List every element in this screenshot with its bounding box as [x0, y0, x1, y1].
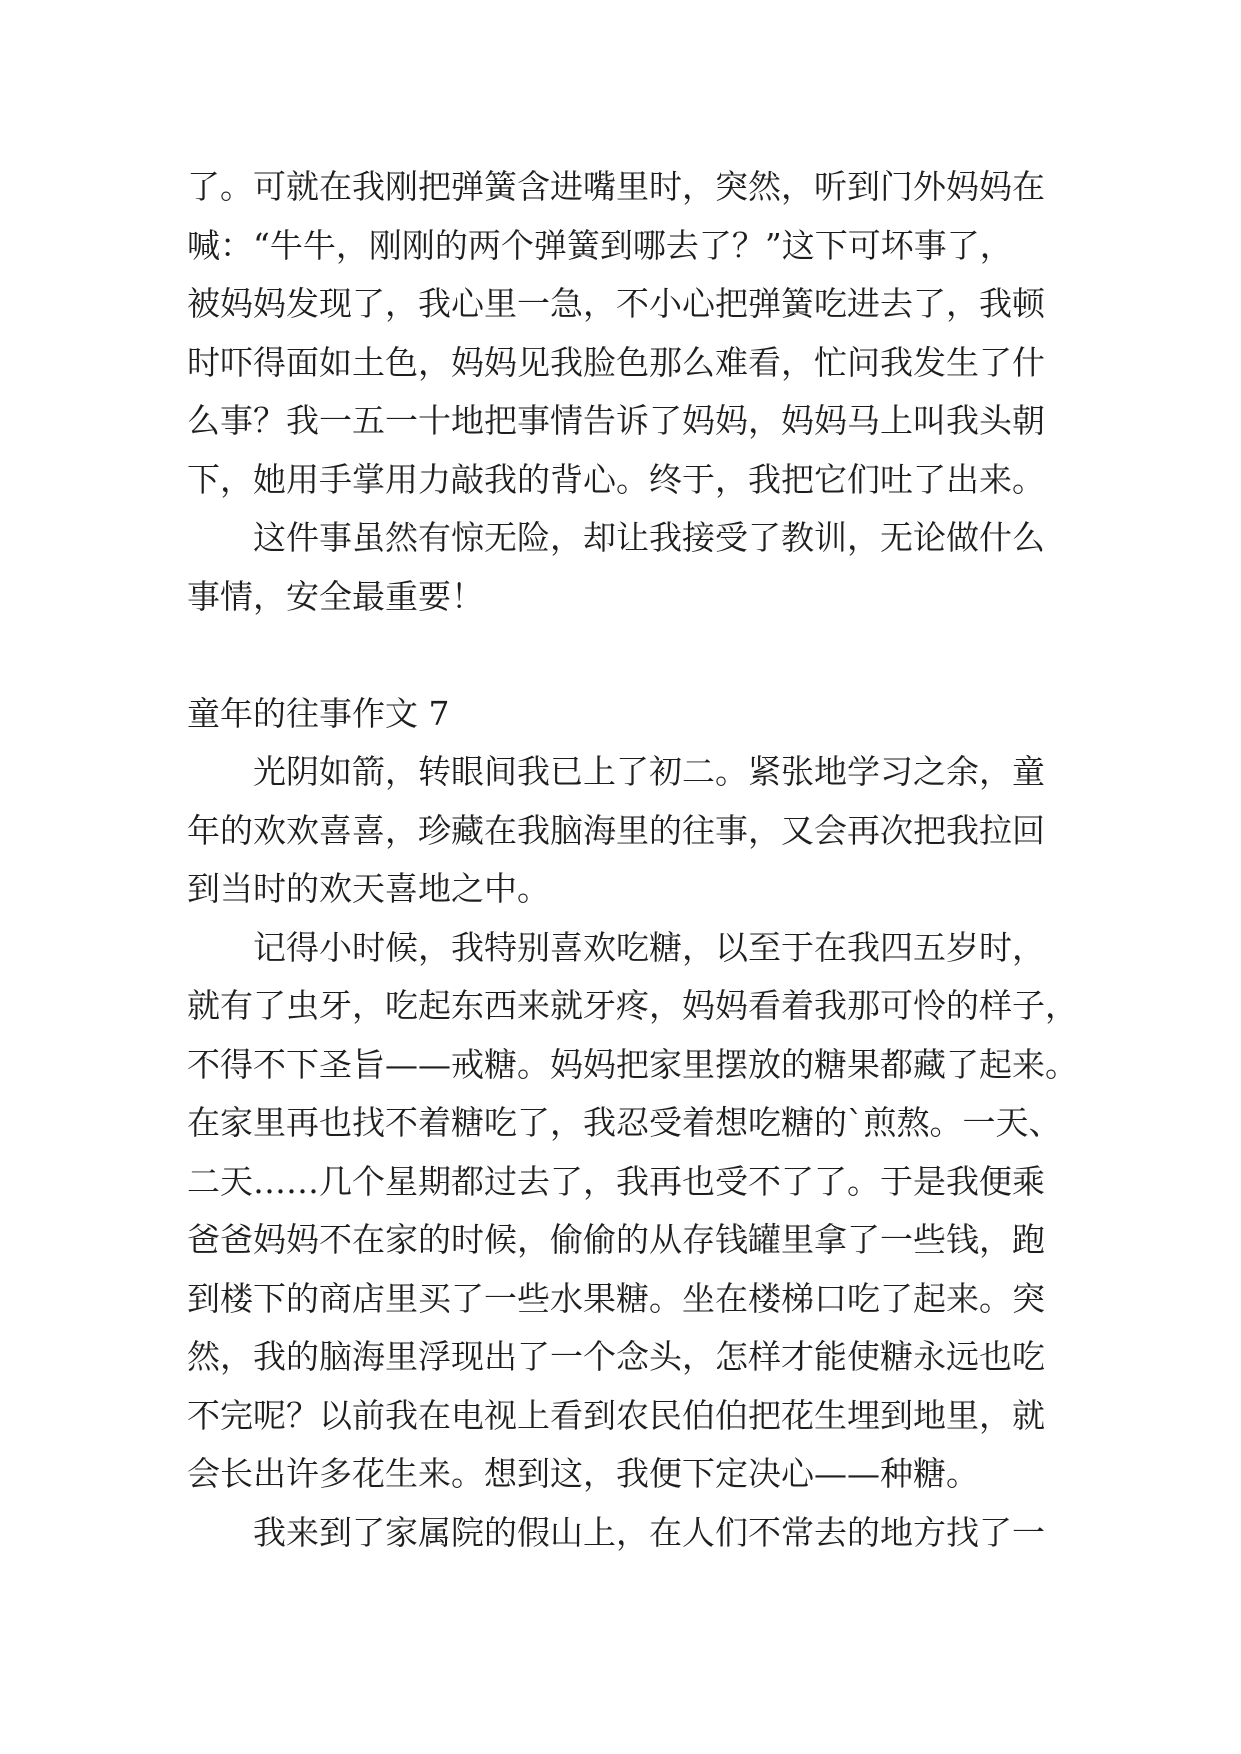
text-line: 二天……几个星期都过去了，我再也受不了了。于是我便乘	[187, 1161, 1045, 1201]
text-line: 喊：“牛牛，刚刚的两个弹簧到哪去了？”这下可坏事了，	[187, 225, 1013, 265]
text-line: 就有了虫牙，吃起东西来就牙疼，妈妈看着我那可怜的样子，	[187, 986, 1078, 1025]
text-line: 下，她用手掌用力敲我的背心。终于，我把它们吐了出来。	[187, 459, 1045, 499]
paragraph-continuation	[187, 158, 1067, 509]
text-line: 年的欢欢喜喜，珍藏在我脑海里的往事，又会再次把我拉回	[187, 810, 1045, 850]
text-line: 被妈妈发现了，我心里一急，不小心把弹簧吃进去了，我顿	[187, 284, 1045, 323]
document-body	[187, 158, 1078, 1562]
paragraph-conclusion	[187, 509, 1067, 626]
text-line: 时吓得面如土色，妈妈见我脸色那么难看，忙问我发生了什	[187, 342, 1045, 382]
text-line: 我来到了家属院的假山上，在人们不常去的地方找了一	[253, 1512, 1045, 1552]
text-line: 事情，安全最重要！	[187, 576, 484, 616]
essay7-paragraph-3	[187, 1504, 1067, 1563]
text-line: 然，我的脑海里浮现出了一个念头，怎样才能使糖永远也吃	[187, 1337, 1045, 1376]
text-line: 记得小时候，我特别喜欢吃糖，以至于在我四五岁时，	[253, 927, 1045, 967]
text-line: 么事？我一五一十地把事情告诉了妈妈，妈妈马上叫我头朝	[187, 401, 1045, 440]
text-line: 在家里再也找不着糖吃了，我忍受着想吃糖的`煎熬。一天、	[187, 1103, 1062, 1142]
text-line: 光阴如箭，转眼间我已上了初二。紧张地学习之余，童	[253, 752, 1045, 791]
essay7-paragraph-2	[187, 919, 1078, 1504]
text-line: 不得不下圣旨——戒糖。妈妈把家里摆放的糖果都藏了起来。	[187, 1044, 1078, 1084]
essay-heading: 童年的往事作文 7	[187, 693, 450, 733]
text-line: 这件事虽然有惊无险，却让我接受了教训，无论做什么	[253, 518, 1045, 557]
text-line: 了。可就在我刚把弹簧含进嘴里时，突然，听到门外妈妈在	[187, 167, 1045, 206]
text-line: 到楼下的商店里买了一些水果糖。坐在楼梯口吃了起来。突	[187, 1278, 1045, 1318]
essay7-paragraph-1	[187, 743, 1067, 919]
text-line: 爸爸妈妈不在家的时候，偷偷的从存钱罐里拿了一些钱，跑	[187, 1220, 1045, 1259]
text-line: 会长出许多花生来。想到这，我便下定决心——种糖。	[187, 1454, 979, 1493]
section-spacer	[187, 626, 1067, 685]
text-line: 到当时的欢天喜地之中。	[187, 869, 550, 908]
text-line: 不完呢？以前我在电视上看到农民伯伯把花生埋到地里，就	[187, 1395, 1045, 1435]
